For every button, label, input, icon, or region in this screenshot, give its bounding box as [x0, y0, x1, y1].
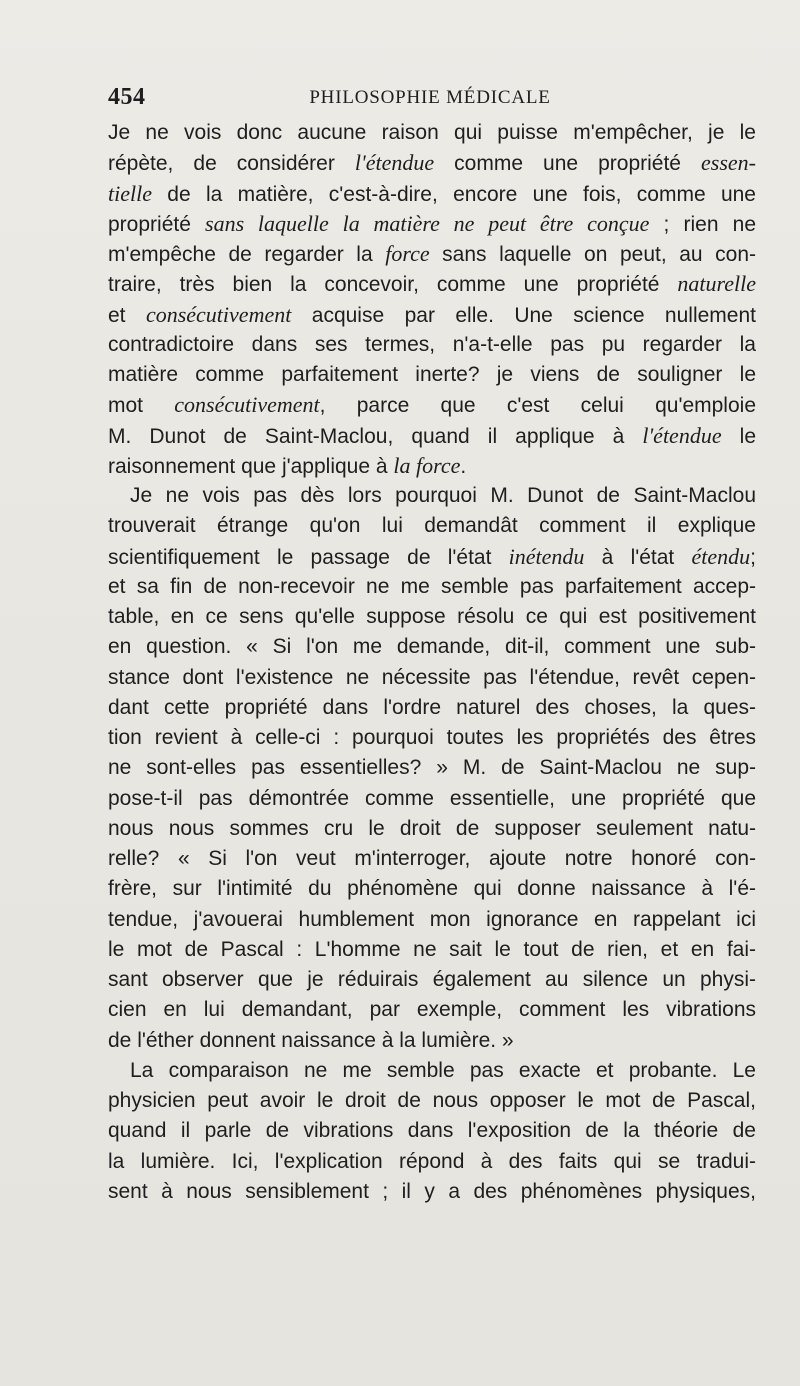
text-segment: sant observer que je réduirais également au silence un physi-: [108, 968, 756, 991]
text-line: [108, 844, 756, 874]
text-segment: ; rien ne: [649, 212, 756, 236]
text-line: [108, 905, 756, 935]
text-line: [108, 511, 756, 541]
text-segment: physicien peut avoir le droit de nous opposer le mot de Pascal,: [108, 1089, 756, 1112]
text-segment: et sa fin de non-recevoir ne me semble pas parfaitement accep-: [108, 574, 756, 598]
text-segment: propriété: [108, 212, 206, 236]
text-segment: trouverait étrange qu'on lui demandât comment il explique: [108, 514, 756, 538]
text-segment: de la matière, c'est-à-dire, encore une fois, comme une: [151, 182, 756, 206]
text-segment: .: [460, 454, 467, 478]
text-segment: mot: [108, 394, 175, 418]
text-segment: M. Dunot de Saint-Maclou, quand il applique à: [108, 424, 643, 448]
text-segment: comme une propriété: [434, 152, 702, 176]
text-line: [108, 269, 756, 299]
text-line: [108, 1177, 756, 1207]
text-segment: table, en ce sens qu'elle suppose résolu ce qui est positivement: [108, 605, 756, 628]
italic-text: l'étendue: [642, 422, 722, 448]
text-line: [108, 602, 756, 632]
italic-text: l'étendue: [354, 150, 435, 176]
text-segment: ;: [750, 545, 756, 569]
text-segment: , parce que c'est celui qu'emploie: [319, 394, 756, 418]
italic-text: étendu: [691, 543, 751, 569]
text-line: [108, 1116, 756, 1146]
running-head: PHILOSOPHIE MÉDICALE: [309, 87, 551, 108]
text-segment: répète, de considérer: [108, 152, 355, 176]
text-segment: en question. « Si l'on me demande, dit-il, comment une sub-: [108, 635, 756, 659]
italic-text: inétendu: [508, 543, 585, 569]
text-line: [108, 995, 756, 1025]
text-segment: de l'éther donnent naissance à la lumière. »: [108, 1028, 514, 1052]
page-number: 454: [108, 84, 146, 110]
text-line: [108, 209, 756, 239]
text-line: [108, 965, 756, 995]
text-segment: à l'état: [584, 545, 692, 569]
text-line: [108, 481, 756, 511]
text-segment: matière comme parfaitement inerte? je viens de souligner le: [108, 363, 756, 386]
text-segment: sans laquelle on peut, au con-: [429, 243, 756, 266]
text-segment: acquise par elle. Une science nullement: [291, 303, 756, 327]
text-segment: cien en lui demandant, par exemple, comment les vibrations: [108, 998, 756, 1022]
italic-text: consécutivement: [174, 392, 320, 418]
text-segment: dant cette propriété dans l'ordre naturel des choses, la ques-: [108, 695, 756, 719]
text-segment: traire, très bien la concevoir, comme une propriété: [108, 273, 678, 297]
text-segment: tion revient à celle-ci : pourquoi toutes les propriétés des êtres: [108, 726, 756, 749]
text-segment: et: [108, 303, 146, 327]
text-segment: relle? « Si l'on veut m'interroger, ajoute notre honoré con-: [108, 847, 756, 870]
italic-text: essen-: [701, 150, 756, 176]
text-line: [108, 542, 756, 572]
text-line: [108, 148, 756, 178]
italic-text: la force: [393, 452, 461, 478]
text-line: [108, 874, 756, 904]
text-segment: ne sont-elles pas essentielles? » M. de Saint-Maclou ne sup-: [108, 756, 756, 780]
text-segment: frère, sur l'intimité du phénomène qui donne naissance à l'é-: [108, 877, 756, 901]
text-segment: raisonnement que j'applique à: [108, 454, 394, 478]
text-line: [108, 753, 756, 783]
italic-text: consécutivement: [145, 301, 292, 327]
text-line: [108, 390, 756, 420]
text-line: [108, 693, 756, 723]
italic-text: force: [385, 241, 430, 266]
text-line: [108, 451, 756, 481]
text-segment: La comparaison ne me semble pas exacte et probante. Le: [130, 1058, 756, 1082]
italic-text: tielle: [108, 180, 152, 206]
text-line: [108, 572, 756, 602]
text-line: [108, 179, 756, 209]
text-line: [108, 632, 756, 662]
text-segment: la lumière. Ici, l'explication répond à des faits qui se tradui-: [108, 1149, 756, 1173]
text-segment: contradictoire dans ses termes, n'a-t-elle pas pu regarder la: [108, 332, 756, 356]
body-text: [108, 118, 756, 1207]
italic-text: naturelle: [677, 271, 756, 297]
text-line: [108, 239, 756, 269]
text-segment: sent à nous sensiblement ; il y a des phénomènes physiques,: [108, 1179, 756, 1203]
text-line: [108, 1147, 756, 1177]
text-line: [108, 118, 756, 148]
text-segment: stance dont l'existence ne nécessite pas l'étendue, revêt cepen-: [108, 665, 756, 689]
text-segment: le mot de Pascal : L'homme ne sait le tout de rien, et en fai-: [108, 937, 756, 961]
text-line: [108, 723, 756, 753]
text-segment: pose-t-il pas démontrée comme essentielle, une propriété que: [108, 786, 756, 810]
text-line: [108, 784, 756, 814]
text-segment: scientifiquement le passage de l'état: [108, 545, 509, 569]
text-line: [108, 1086, 756, 1116]
text-line: [108, 814, 756, 844]
italic-text: sans laquelle la matière ne peut être conçue: [205, 210, 650, 236]
text-line: [108, 663, 756, 693]
text-segment: m'empêche de regarder la: [108, 243, 386, 266]
page-header: [108, 84, 752, 116]
text-segment: Je ne vois pas dès lors pourquoi M. Dunot de Saint-Maclou: [130, 484, 756, 507]
text-segment: le: [721, 424, 756, 448]
text-line: [108, 935, 756, 965]
text-segment: quand il parle de vibrations dans l'exposition de la théorie de: [108, 1119, 756, 1143]
text-segment: tendue, j'avouerai humblement mon ignorance en rappelant ici: [108, 907, 756, 931]
text-line: [108, 1056, 756, 1086]
text-segment: Je ne vois donc aucune raison qui puisse m'empêcher, je le: [108, 121, 756, 144]
text-line: [108, 1026, 756, 1056]
text-line: [108, 360, 756, 390]
text-line: [108, 330, 756, 360]
text-segment: nous nous sommes cru le droit de supposer seulement natu-: [108, 816, 756, 840]
text-line: [108, 300, 756, 330]
text-line: [108, 421, 756, 451]
